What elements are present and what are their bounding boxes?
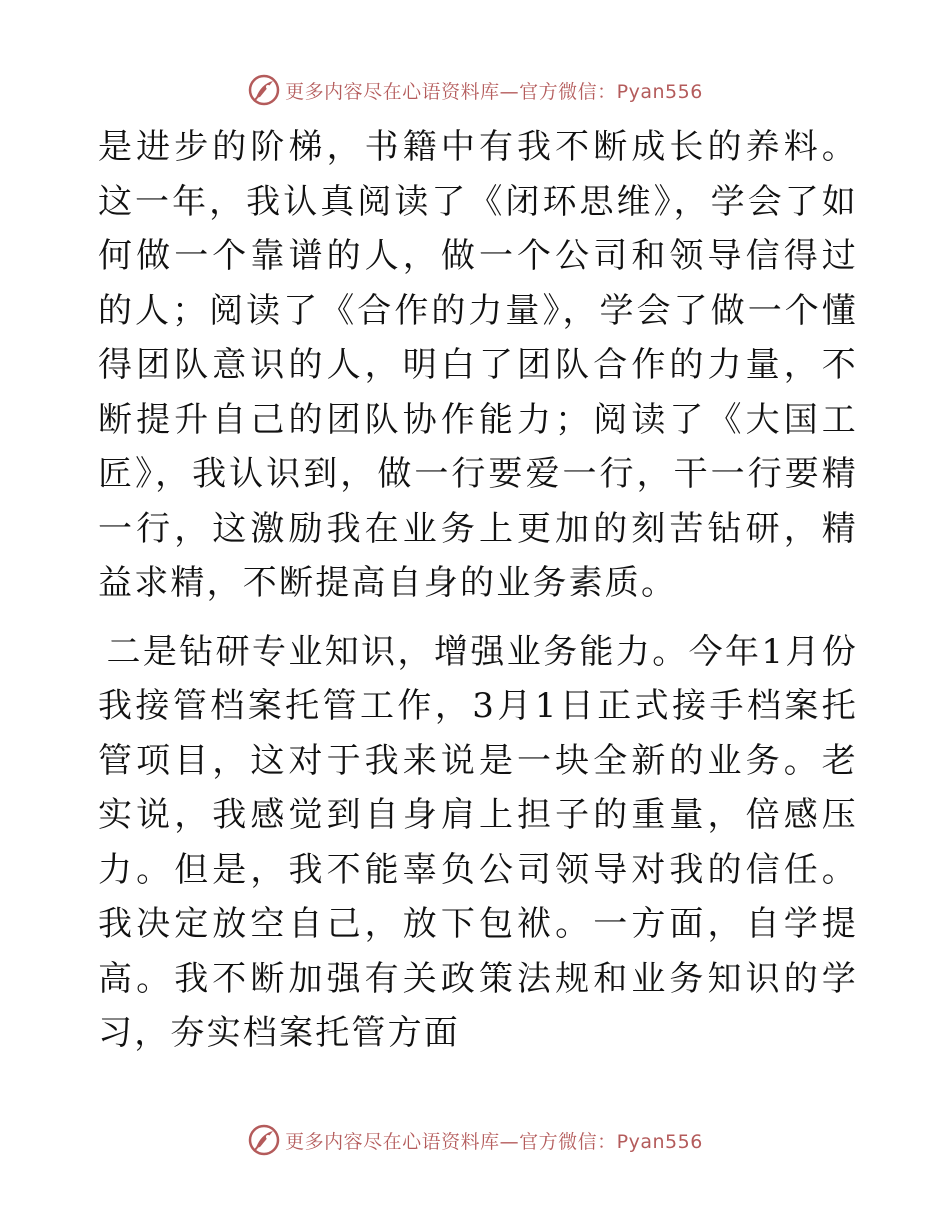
- footer-banner: [0, 1120, 950, 1160]
- footer-banner-text: 更多内容尽在心语资料库—官方微信：Pyan556: [285, 1130, 703, 1153]
- header-banner-text: 更多内容尽在心语资料库—官方微信：Pyan556: [285, 80, 703, 103]
- header-banner: [0, 70, 950, 110]
- paragraph-1: 是进步的阶梯，书籍中有我不断成长的养料。这一年，我认真阅读了《闭环思维》，学会了如何做一个靠谱的人，做一个公司和领导信得过的人；阅读了《合作的力量》，学会了做一个懂得团队意识的人，明白了团队合作的力量，不断提升自己的团队协作能力；阅读了《大国工匠》，我认识到，做一行要爱一行，干一行要精一行，这激励我在业务上更加的刻苦钻研，精益求精，不断提高自身的业务素质。: [98, 127, 858, 603]
- flame-pen-logo-icon: [247, 1123, 281, 1157]
- flame-pen-logo-icon: [247, 73, 281, 107]
- document-body: [98, 120, 858, 1061]
- paragraph-2: 二是钻研专业知识，增强业务能力。今年1月份我接管档案托管工作，3月1日正式接手档案托管项目，这对于我来说是一块全新的业务。老实说，我感觉到自身肩上担子的重量，倍感压力。但是，我不能辜负公司领导对我的信任。我决定放空自己，放下包袱。一方面，自学提高。我不断加强有关政策法规和业务知识的学习，夯实档案托管方面: [98, 631, 858, 1053]
